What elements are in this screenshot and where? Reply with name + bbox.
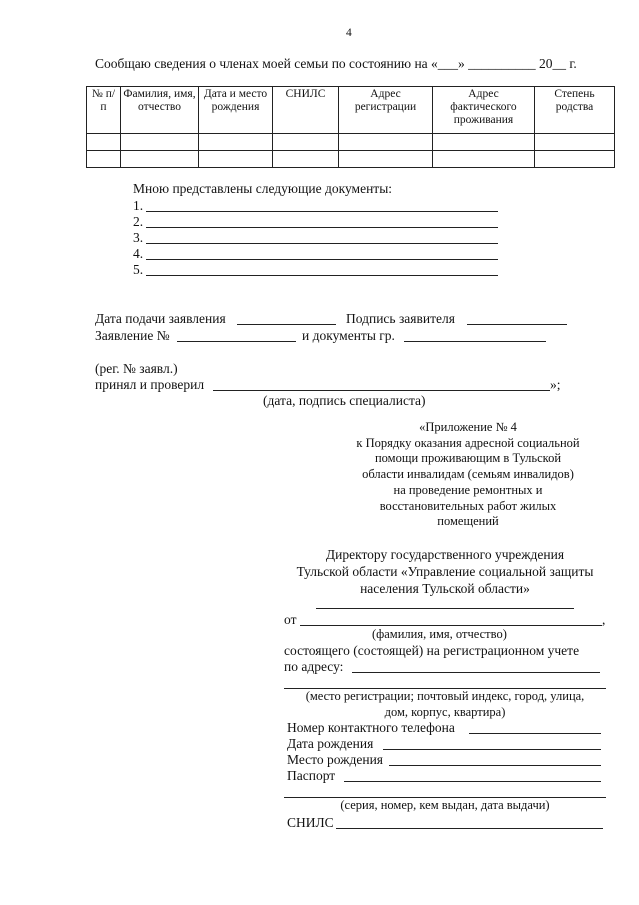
- table-cell[interactable]: [199, 134, 273, 151]
- document-item-number: 1.: [133, 198, 144, 213]
- document-item-line[interactable]: [146, 275, 498, 276]
- birth-date-line[interactable]: [383, 749, 601, 750]
- birth-place-line[interactable]: [389, 765, 601, 766]
- table-cell[interactable]: [433, 151, 535, 168]
- family-members-table: [86, 86, 615, 168]
- table-cell[interactable]: [339, 151, 433, 168]
- address-caption-1: (место регистрации; почтовый индекс, город, улица,: [305, 689, 585, 703]
- applicant-name-line[interactable]: [300, 625, 602, 626]
- appendix-title: «Приложение № 4: [419, 420, 517, 434]
- table-cell[interactable]: [87, 151, 121, 168]
- snils-line[interactable]: [336, 828, 603, 829]
- table-cell[interactable]: [273, 151, 339, 168]
- table-cell[interactable]: [121, 134, 199, 151]
- documents-citizen-line[interactable]: [404, 341, 546, 342]
- column-header-registration-address: Адрес регистрации: [339, 87, 433, 134]
- table-cell[interactable]: [273, 134, 339, 151]
- passport-caption: (серия, номер, кем выдан, дата выдачи): [340, 798, 550, 812]
- column-header-birth: Дата и место рождения: [199, 87, 273, 134]
- table-header-row: [87, 87, 615, 134]
- address-label: по адресу:: [284, 659, 344, 674]
- table-cell[interactable]: [433, 134, 535, 151]
- document-item-line[interactable]: [146, 259, 498, 260]
- document-item-number: 5.: [133, 262, 144, 277]
- addressee-extra-line[interactable]: [316, 608, 574, 609]
- application-number-line[interactable]: [177, 341, 296, 342]
- birth-place-label: Место рождения: [287, 752, 384, 767]
- column-header-relationship: Степень родства: [535, 87, 615, 134]
- phone-line[interactable]: [469, 733, 601, 734]
- addressee-line: населения Тульской области»: [360, 581, 530, 596]
- birth-date-label: Дата рождения: [287, 736, 374, 751]
- table-cell[interactable]: [535, 151, 615, 168]
- accepted-by-line[interactable]: [213, 390, 550, 391]
- document-item-line[interactable]: [146, 243, 498, 244]
- column-header-number: № п/п: [87, 87, 121, 134]
- document-item-number: 2.: [133, 214, 144, 229]
- document-item-number: 3.: [133, 230, 144, 245]
- document-item-line[interactable]: [146, 227, 498, 228]
- accepted-end-mark: »;: [550, 377, 561, 392]
- submission-date-label: Дата подачи заявления: [95, 311, 226, 326]
- document-item-number: 4.: [133, 246, 144, 261]
- submission-date-line[interactable]: [237, 324, 336, 325]
- addressee-line: Тульской области «Управление социальной защиты: [296, 564, 594, 579]
- name-caption: (фамилия, имя, отчество): [372, 627, 507, 641]
- application-number-label: Заявление №: [95, 328, 170, 343]
- table-cell[interactable]: [339, 134, 433, 151]
- passport-line[interactable]: [344, 781, 601, 782]
- applicant-signature-label: Подпись заявителя: [346, 311, 455, 326]
- appendix-reference: [330, 420, 606, 530]
- document-item-line[interactable]: [146, 211, 498, 212]
- table-cell[interactable]: [535, 134, 615, 151]
- registered-text: состоящего (состоящей) на регистрационном учете: [284, 643, 580, 658]
- addressee-block: [284, 546, 606, 597]
- appendix-line: на проведение ремонтных и: [393, 482, 543, 497]
- documents-heading: Мною представлены следующие документы:: [133, 181, 393, 196]
- page-number: 4: [346, 27, 352, 39]
- accepted-checked-label: принял и проверил: [95, 377, 205, 392]
- appendix-line: восстановительных работ жилых: [379, 498, 557, 513]
- from-label: от: [284, 612, 297, 627]
- column-header-snils: СНИЛС: [273, 87, 339, 134]
- column-header-actual-address: Адрес фактического проживания: [433, 87, 535, 134]
- table-row: [87, 151, 615, 168]
- address-caption-2: дом, корпус, квартира): [384, 705, 506, 719]
- appendix-line: области инвалидам (семьям инвалидов): [362, 467, 574, 482]
- table-cell[interactable]: [121, 151, 199, 168]
- passport-label: Паспорт: [287, 768, 336, 783]
- applicant-signature-line[interactable]: [467, 324, 567, 325]
- appendix-line: к Порядку оказания адресной социальной: [356, 435, 580, 450]
- table-cell[interactable]: [87, 134, 121, 151]
- address-line[interactable]: [352, 672, 600, 673]
- table-row: [87, 134, 615, 151]
- documents-citizen-label: и документы гр.: [302, 328, 395, 343]
- phone-label: Номер контактного телефона: [287, 720, 455, 735]
- snils-label: СНИЛС: [287, 815, 334, 830]
- column-header-full-name: Фамилия, имя, отчество: [121, 87, 199, 134]
- registration-number-label: (рег. № заявл.): [95, 361, 178, 376]
- appendix-line: помощи проживающим в Тульской: [374, 451, 562, 466]
- table-cell[interactable]: [199, 151, 273, 168]
- from-end-mark: ,: [602, 612, 606, 627]
- appendix-line: помещений: [437, 514, 499, 529]
- addressee-line: Директору государственного учреждения: [325, 547, 565, 562]
- intro-sentence: Сообщаю сведения о членах моей семьи по состоянию на «___» __________ 20__ г.: [95, 56, 577, 71]
- specialist-caption: (дата, подпись специалиста): [263, 393, 426, 408]
